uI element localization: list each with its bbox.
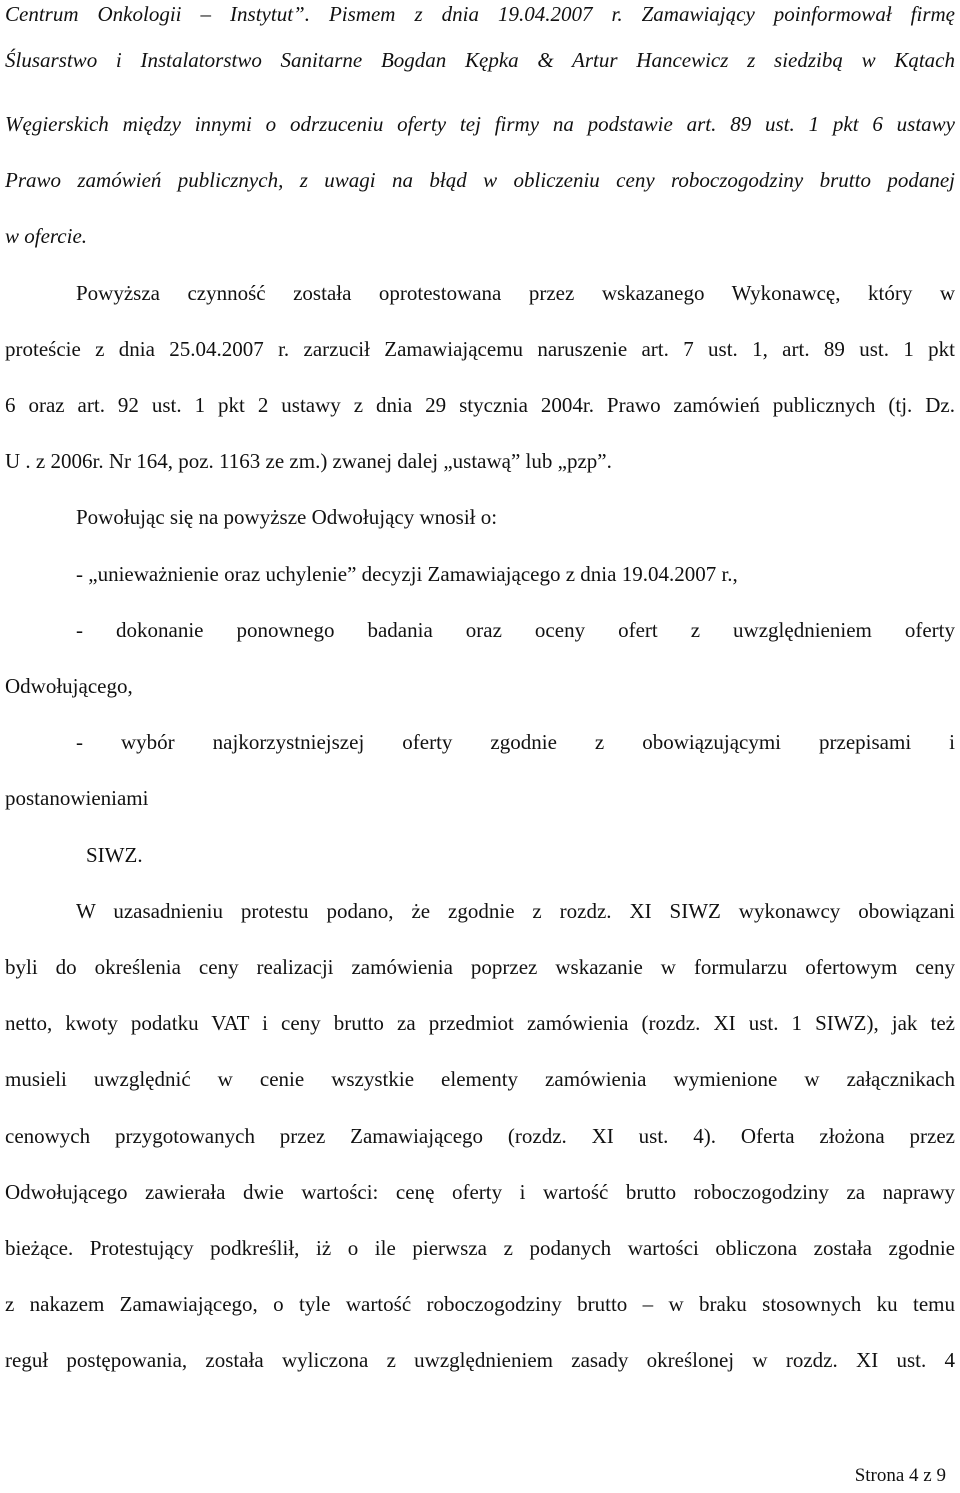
paragraph1-line-4: Prawo zamówień publicznych, z uwagi na błąd w obliczeniu ceny roboczogodziny brutto podanej	[5, 168, 955, 192]
page-number: Strona 4 z 9	[854, 1465, 946, 1486]
paragraph4-line-9: reguł postępowania, została wyliczona z uwzględnieniem zasady określonej w rozdz. XI ust. 4	[5, 1348, 955, 1372]
paragraph1-line-1: Centrum Onkologii – Instytut”. Pismem z dnia 19.04.2007 r. Zamawiający poinformował firmę	[5, 2, 955, 26]
paragraph1-line-3: Węgierskich między innymi o odrzuceniu oferty tej firmy na podstawie art. 89 ust. 1 pkt 6 ustawy	[5, 112, 955, 136]
paragraph4-line-8: z nakazem Zamawiającego, o tyle wartość roboczogodziny brutto – w braku stosownych ku temu	[5, 1292, 955, 1316]
paragraph4-line-3: netto, kwoty podatku VAT i ceny brutto za przedmiot zamówienia (rozdz. XI ust. 1 SIWZ), jak też	[5, 1011, 955, 1035]
paragraph4-line-4: musieli uwzględnić w cenie wszystkie elementy zamówienia wymienione w załącznikach	[5, 1067, 955, 1091]
request-item-3-line-3: SIWZ.	[86, 843, 143, 867]
request-item-1: - „unieważnienie oraz uchylenie” decyzji Zamawiającego z dnia 19.04.2007 r.,	[76, 562, 738, 586]
paragraph2-line-4: U . z 2006r. Nr 164, poz. 1163 ze zm.) zwanej dalej „ustawą” lub „pzp”.	[5, 449, 612, 473]
request-item-3-line-2: postanowieniami	[5, 786, 149, 810]
request-item-3-line-1: - wybór najkorzystniejszej oferty zgodnie z obowiązującymi przepisami i	[76, 730, 955, 754]
paragraph2-line-2: proteście z dnia 25.04.2007 r. zarzucił Zamawiającemu naruszenie art. 7 ust. 1, art. 89 ust. 1 pkt	[5, 337, 955, 361]
paragraph4-line-6: Odwołującego zawierała dwie wartości: cenę oferty i wartość brutto roboczogodziny za naprawy	[5, 1180, 955, 1204]
paragraph2-line-1: Powyższa czynność została oprotestowana przez wskazanego Wykonawcę, który w	[76, 281, 955, 305]
paragraph1-line-2: Ślusarstwo i Instalatorstwo Sanitarne Bogdan Kępka & Artur Hancewicz z siedzibą w Kątach	[5, 48, 955, 72]
request-item-2-line-2: Odwołującego,	[5, 674, 133, 698]
paragraph4-line-7: bieżące. Protestujący podkreślił, iż o ile pierwsza z podanych wartości obliczona została zgodnie	[5, 1236, 955, 1260]
paragraph2-line-3: 6 oraz art. 92 ust. 1 pkt 2 ustawy z dnia 29 stycznia 2004r. Prawo zamówień publicznych (tj. Dz.	[5, 393, 955, 417]
paragraph1-line-5: w ofercie.	[5, 224, 88, 248]
paragraph4-line-1: W uzasadnieniu protestu podano, że zgodnie z rozdz. XI SIWZ wykonawcy obowiązani	[76, 899, 955, 923]
request-item-2-line-1: - dokonanie ponownego badania oraz oceny ofert z uwzględnieniem oferty	[76, 618, 955, 642]
paragraph4-line-2: byli do określenia ceny realizacji zamówienia poprzez wskazanie w formularzu ofertowym ceny	[5, 955, 955, 979]
paragraph4-line-5: cenowych przygotowanych przez Zamawiającego (rozdz. XI ust. 4). Oferta złożona przez	[5, 1124, 955, 1148]
requests-intro: Powołując się na powyższe Odwołujący wnosił o:	[76, 505, 498, 529]
